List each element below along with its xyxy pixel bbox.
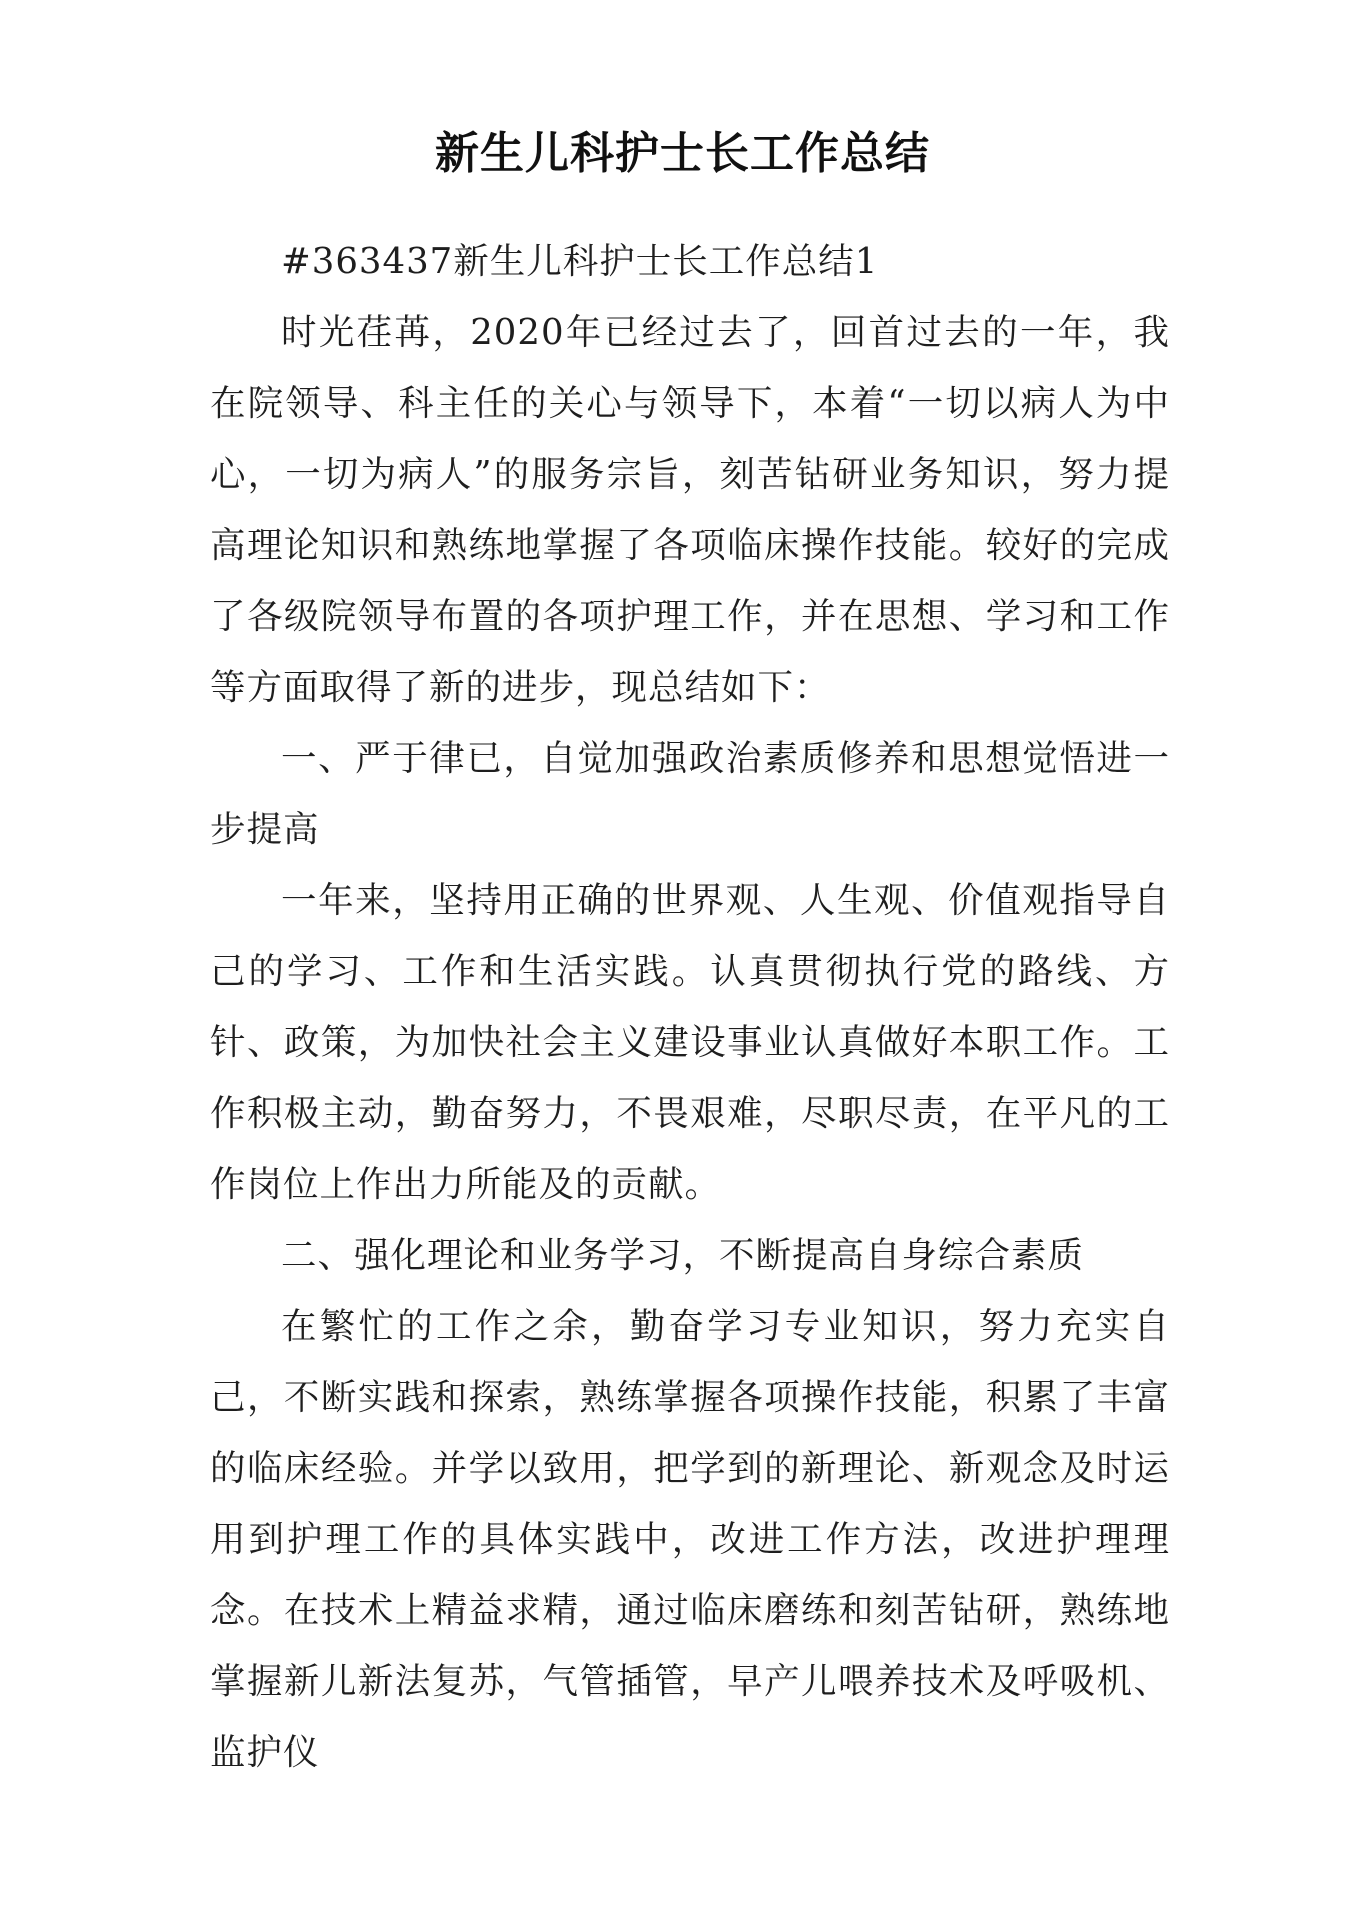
paragraph-intro: 时光荏苒，2020年已经过去了，回首过去的一年，我在院领导、科主任的关心与领导下，本着“一切以病人为中心，一切为病人”的服务宗旨，刻苦钻研业务知识，努力提高理论知识和熟练地掌握了各项临床操作技能。较好的完成了各级院领导布置的各项护理工作，并在思想、学习和工作等方面取得了新的进步，现总结如下： — [210, 312, 1170, 708]
paragraph-section-2: 在繁忙的工作之余，勤奋学习专业知识，努力充实自己，不断实践和探索，熟练掌握各项操作技能，积累了丰富的临床经验。并学以致用，把学到的新理论、新观念及时运用到护理工作的具体实践中，改进工作方法，改进护理理念。在技术上精益求精，通过临床磨练和刻苦钻研，熟练地掌握新儿新法复苏，气管插管，早产儿喂养技术及呼吸机、监护仪 — [210, 1306, 1170, 1773]
document-body — [210, 226, 1170, 1788]
section-heading-1: 一、严于律已，自觉加强政治素质修养和思想觉悟进一步提高 — [210, 738, 1170, 850]
document-title: 新生儿科护士长工作总结 — [435, 128, 930, 179]
paragraph-section-1: 一年来，坚持用正确的世界观、人生观、价值观指导自己的学习、工作和生活实践。认真贯彻执行党的路线、方针、政策，为加快社会主义建设事业认真做好本职工作。工作积极主动，勤奋努力，不畏艰难，尽职尽责，在平凡的工作岗位上作出力所能及的贡献。 — [210, 880, 1170, 1205]
paragraph-heading-ref: #363437新生儿科护士长工作总结1 — [281, 241, 879, 282]
section-heading-2: 二、强化理论和业务学习，不断提高自身综合素质 — [281, 1235, 1085, 1276]
